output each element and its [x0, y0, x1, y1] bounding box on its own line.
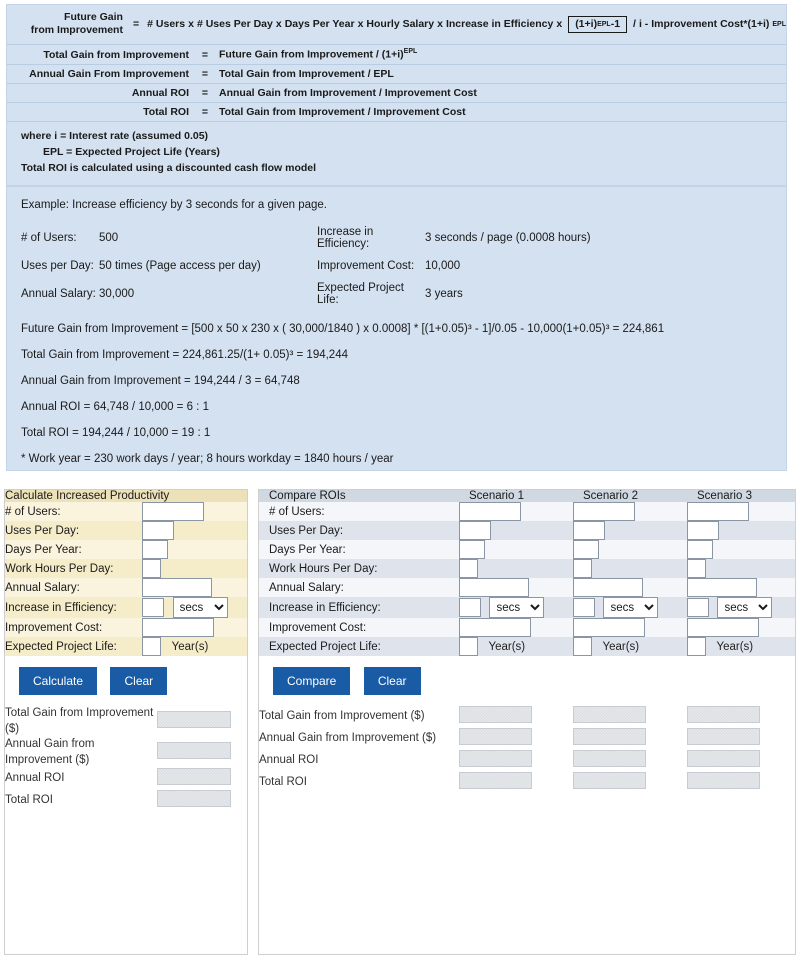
calculator-result-cell-annual-roi — [157, 768, 247, 790]
multiply-symbol-3: x — [357, 18, 364, 31]
formula-tail-exponent: EPL — [772, 20, 786, 28]
formula-label-annual-roi: Annual ROI — [131, 86, 189, 99]
compare-input-epl-s1[interactable] — [459, 637, 478, 656]
calculator-input-work-hours[interactable] — [142, 559, 161, 578]
formula-row-total-roi — [7, 103, 786, 122]
calculator-result-row-total-roi — [5, 790, 247, 812]
calculator-row-days — [5, 540, 247, 559]
calculator-result-cell-annual-gain — [157, 737, 247, 768]
compare-result-annual-roi-s1 — [459, 750, 532, 767]
compare-result-total-gain-s1 — [459, 706, 532, 723]
example-field-grid — [7, 211, 786, 311]
compare-result-cell-total-roi-s2 — [573, 772, 687, 794]
compare-cell-epl-s3 — [687, 637, 795, 656]
compare-unit-years-s3: Year(s) — [716, 640, 754, 653]
compare-input-efficiency-s3[interactable] — [687, 598, 709, 617]
compare-result-cell-annual-gain-s2 — [573, 728, 687, 750]
calculator-field-days-cell — [142, 540, 247, 559]
compare-cell-users-s2 — [573, 502, 687, 521]
calculator-title: Calculate Increased Productivity — [5, 490, 170, 502]
compare-result-total-gain-s2 — [573, 706, 646, 723]
compare-input-users-s1[interactable] — [459, 502, 521, 521]
compare-input-work-hours-s1[interactable] — [459, 559, 478, 578]
compare-result-total-roi-s2 — [573, 772, 646, 789]
compare-cell-salary-s3 — [687, 578, 795, 597]
compare-result-label-total-gain: Total Gain from Improvement ($) — [259, 710, 425, 723]
compare-row-efficiency — [259, 597, 795, 618]
example-calc-annual-gain: Annual Gain from Improvement = 194,244 / 3 = 64,748 — [21, 375, 300, 387]
calculator-input-epl[interactable] — [142, 637, 161, 656]
compare-result-annual-roi-s3 — [687, 750, 760, 767]
calculator-clear-button[interactable]: Clear — [110, 667, 167, 695]
calculator-field-efficiency-cell — [142, 597, 247, 618]
compare-input-users-s2[interactable] — [573, 502, 635, 521]
compare-result-row-total-gain — [259, 706, 795, 728]
compare-input-salary-s3[interactable] — [687, 578, 757, 597]
compare-cell-uses-s3 — [687, 521, 795, 540]
compare-result-annual-gain-s1 — [459, 728, 532, 745]
calculator-result-row-annual-gain — [5, 737, 247, 768]
example-calc-annual-roi: Annual ROI = 64,748 / 10,000 = 6 : 1 — [21, 401, 209, 413]
formula-term-users: # Users — [147, 18, 186, 31]
compare-clear-button[interactable]: Clear — [364, 667, 421, 695]
compare-input-cost-s1[interactable] — [459, 618, 531, 637]
formula-row-annual-roi — [7, 84, 786, 103]
formula-definitions-box — [6, 4, 787, 186]
calculator-row-cost — [5, 618, 247, 637]
formula-value-exponent: EPL — [403, 48, 418, 56]
calculator-field-epl-cell — [142, 637, 247, 656]
example-value-salary: 30,000 — [99, 288, 135, 300]
compare-result-label-total-roi: Total ROI — [259, 776, 307, 789]
compare-cell-uses-s1 — [459, 521, 573, 540]
compare-result-label-annual-gain: Annual Gain from Improvement ($) — [259, 732, 437, 745]
compare-cell-salary-s2 — [573, 578, 687, 597]
compare-select-efficiency-unit-s2[interactable] — [603, 597, 658, 618]
compare-label-work-hours: Work Hours Per Day: — [269, 562, 378, 575]
compare-cell-days-s2 — [573, 540, 687, 559]
compare-result-total-roi-s1 — [459, 772, 532, 789]
calculator-field-uses-cell — [142, 521, 247, 540]
calculator-result-cell-total-roi — [157, 790, 247, 812]
compare-input-cost-s2[interactable] — [573, 618, 645, 637]
calculator-label-salary: Annual Salary: — [5, 581, 80, 594]
compare-result-cell-total-roi-s3 — [687, 772, 795, 794]
calculator-result-label-annual-roi: Annual ROI — [5, 772, 65, 785]
compare-cell-epl-s1 — [459, 637, 573, 656]
compare-input-epl-s2[interactable] — [573, 637, 592, 656]
compare-label-days: Days Per Year: — [269, 543, 346, 556]
formula-term-days-per-year: Days Per Year — [284, 18, 355, 31]
example-label-uses: Uses per Day: — [21, 260, 94, 272]
calculate-button[interactable]: Calculate — [19, 667, 97, 695]
calculator-result-cell-total-gain — [157, 706, 247, 737]
calculator-result-label-annual-gain: Annual Gain from Improvement ($) — [5, 738, 95, 766]
calculator-label-efficiency: Increase in Efficiency: — [5, 601, 117, 614]
formula-row-future-gain — [7, 5, 786, 45]
compare-cell-work-hours-s2 — [573, 559, 687, 578]
calculator-result-label-total-roi: Total ROI — [5, 794, 53, 807]
compare-cell-epl-s2 — [573, 637, 687, 656]
compare-result-cell-total-gain-s1 — [459, 706, 573, 728]
multiply-symbol-4: x — [437, 18, 443, 31]
example-value-efficiency: 3 seconds / page (0.0008 hours) — [425, 232, 591, 244]
compare-header-scenario-1: Scenario 1 — [469, 490, 524, 502]
formula-bracket-exponent: EPL — [597, 20, 611, 28]
example-calc-future-gain: Future Gain from Improvement = [500 x 50 x 230 x ( 30,000/1840 ) x 0.0008] * [(1+0.05)³ - 1]/0.05 - 10,000(1+0.05)³ = 224,861 — [21, 323, 665, 335]
formula-divider: / — [633, 18, 636, 31]
multiply-symbol-5: x — [556, 18, 563, 31]
compare-label-epl: Expected Project Life: — [269, 640, 381, 653]
formula-bracket-minus: -1 — [610, 18, 621, 31]
compare-result-total-roi-s3 — [687, 772, 760, 789]
compare-label-uses: Uses Per Day: — [269, 524, 344, 537]
calculator-input-days[interactable] — [142, 540, 168, 559]
compare-cell-uses-s2 — [573, 521, 687, 540]
compare-cell-salary-s1 — [459, 578, 573, 597]
example-footnote-work-year: * Work year = 230 work days / year; 8 hours workday = 1840 hours / year — [21, 453, 394, 465]
compare-input-salary-s2[interactable] — [573, 578, 643, 597]
compare-title: Compare ROIs — [269, 490, 346, 502]
calculator-result-row-annual-roi — [5, 768, 247, 790]
example-calculations — [7, 311, 786, 465]
compare-result-cell-total-gain-s2 — [573, 706, 687, 728]
example-value-uses: 50 times (Page access per day) — [99, 260, 261, 272]
equals-sign: = — [201, 86, 209, 99]
example-label-salary: Annual Salary: — [21, 288, 96, 300]
calculator-field-users-cell — [142, 502, 247, 521]
multiply-symbol-1: x — [188, 18, 194, 31]
formula-bracket-group — [568, 16, 627, 33]
compare-cell-cost-s2 — [573, 618, 687, 637]
formula-equals-sign: = — [132, 18, 140, 31]
compare-row-users — [259, 502, 795, 521]
formula-label-total-roi: Total ROI — [143, 105, 189, 118]
compare-unit-years-s2: Year(s) — [602, 640, 640, 653]
compare-select-efficiency-unit-s3[interactable] — [717, 597, 772, 618]
compare-cell-users-s3 — [687, 502, 795, 521]
compare-cell-users-s1 — [459, 502, 573, 521]
calculator-input-users[interactable] — [142, 502, 204, 521]
example-calc-total-gain: Total Gain from Improvement = 224,861.25/(1+ 0.05)³ = 194,244 — [21, 349, 348, 361]
calculator-label-uses: Uses Per Day: — [5, 524, 80, 537]
compare-result-annual-gain-s3 — [687, 728, 760, 745]
formula-value-annual-roi: Annual Gain from Improvement / Improvement Cost — [219, 86, 477, 99]
calculator-label-days: Days Per Year: — [5, 543, 82, 556]
formula-tail: i - Improvement Cost*(1+i) — [638, 18, 770, 31]
formula-label-line1: Future Gain — [64, 11, 123, 23]
compare-result-annual-gain-s2 — [573, 728, 646, 745]
compare-result-total-gain-s3 — [687, 706, 760, 723]
compare-input-users-s3[interactable] — [687, 502, 749, 521]
compare-result-label-annual-roi: Annual ROI — [259, 754, 319, 767]
example-box — [6, 186, 787, 471]
calculator-row-uses — [5, 521, 247, 540]
example-title: Example: Increase efficiency by 3 seconds for a given page. — [21, 199, 327, 211]
formula-value-text: Future Gain from Improvement / (1+i) — [219, 48, 404, 61]
calculator-button-row — [5, 656, 247, 706]
compare-result-row-annual-roi — [259, 750, 795, 772]
compare-result-cell-annual-gain-s3 — [687, 728, 795, 750]
compare-result-row-annual-gain — [259, 728, 795, 750]
compare-rois-panel — [258, 489, 796, 955]
calculator-field-salary-cell — [142, 578, 247, 597]
calculator-input-cost[interactable] — [142, 618, 214, 637]
note-epl: EPL = Expected Project Life (Years) — [43, 146, 220, 159]
compare-input-uses-s3[interactable] — [687, 521, 719, 540]
formula-term-uses-per-day: # Uses Per Day — [196, 18, 273, 31]
compare-input-uses-s2[interactable] — [573, 521, 605, 540]
compare-unit-years-s1: Year(s) — [488, 640, 526, 653]
compare-row-work-hours — [259, 559, 795, 578]
compare-button-row — [259, 656, 795, 706]
compare-row-uses — [259, 521, 795, 540]
compare-header-scenario-2: Scenario 2 — [583, 490, 638, 502]
note-interest-rate: where i = Interest rate (assumed 0.05) — [21, 129, 209, 142]
formula-term-hourly-salary: Hourly Salary — [366, 18, 435, 31]
compare-form-table — [259, 490, 795, 656]
compare-label-users: # of Users: — [269, 505, 325, 518]
calculator-select-efficiency-unit[interactable] — [173, 597, 228, 618]
calculator-unit-years: Year(s) — [171, 640, 209, 653]
calculator-form-table — [5, 490, 247, 656]
example-value-cost: 10,000 — [425, 260, 461, 272]
compare-cell-days-s3 — [687, 540, 795, 559]
calculator-results-table — [5, 706, 247, 812]
compare-input-days-s3[interactable] — [687, 540, 713, 559]
compare-cell-cost-s1 — [459, 618, 573, 637]
calculator-input-efficiency[interactable] — [142, 598, 164, 617]
compare-cell-efficiency-s3 — [687, 597, 795, 618]
calculator-row-users — [5, 502, 247, 521]
example-label-cost: Improvement Cost: — [317, 260, 415, 272]
compare-input-uses-s1[interactable] — [459, 521, 491, 540]
compare-header-row — [259, 490, 795, 502]
formula-label-future-gain — [7, 11, 131, 37]
example-calc-total-roi: Total ROI = 194,244 / 10,000 = 19 : 1 — [21, 427, 211, 439]
multiply-symbol-2: x — [275, 18, 282, 31]
compare-button[interactable]: Compare — [273, 667, 350, 695]
compare-row-cost — [259, 618, 795, 637]
formula-row-total-gain — [7, 45, 786, 65]
calculator-input-salary[interactable] — [142, 578, 212, 597]
example-label-efficiency: Increase in Efficiency: — [317, 226, 374, 250]
compare-result-cell-annual-gain-s1 — [459, 728, 573, 750]
compare-input-work-hours-s3[interactable] — [687, 559, 706, 578]
compare-input-efficiency-s2[interactable] — [573, 598, 595, 617]
calculator-field-work-hours-cell — [142, 559, 247, 578]
formula-value-total-gain — [213, 48, 417, 61]
example-label-users: # of Users: — [21, 232, 77, 244]
calculator-result-total-gain — [157, 711, 231, 728]
equals-sign: = — [201, 67, 209, 80]
calculator-result-annual-roi — [157, 768, 231, 785]
formula-notes — [7, 122, 786, 185]
compare-results-table — [259, 706, 795, 794]
calculator-label-epl: Expected Project Life: — [5, 640, 117, 653]
compare-header-scenario-3: Scenario 3 — [697, 490, 752, 502]
formula-label-annual-gain: Annual Gain From Improvement — [29, 67, 189, 80]
calculator-row-efficiency — [5, 597, 247, 618]
compare-input-work-hours-s2[interactable] — [573, 559, 592, 578]
calculator-field-cost-cell — [142, 618, 247, 637]
compare-select-efficiency-unit-s1[interactable] — [489, 597, 544, 618]
calculate-productivity-panel — [4, 489, 248, 955]
calculator-result-annual-gain — [157, 742, 231, 759]
calculator-result-label-total-gain: Total Gain from Improvement ($) — [5, 707, 154, 735]
compare-cell-work-hours-s1 — [459, 559, 573, 578]
example-label-epl: Expected Project Life: — [317, 282, 404, 306]
calculator-header-row — [5, 490, 247, 502]
note-discounted-cash-flow: Total ROI is calculated using a discounted cash flow model — [21, 162, 317, 175]
formula-label-total-gain: Total Gain from Improvement — [43, 48, 189, 61]
calculator-row-salary — [5, 578, 247, 597]
formula-value-total-roi: Total Gain from Improvement / Improvement Cost — [219, 105, 466, 118]
calculator-label-work-hours: Work Hours Per Day: — [5, 562, 114, 575]
compare-cell-cost-s3 — [687, 618, 795, 637]
calculator-row-epl — [5, 637, 247, 656]
compare-cell-efficiency-s1 — [459, 597, 573, 618]
compare-result-cell-annual-roi-s2 — [573, 750, 687, 772]
calculator-result-row-total-gain — [5, 706, 247, 737]
compare-input-days-s1[interactable] — [459, 540, 485, 559]
compare-row-salary — [259, 578, 795, 597]
calculator-label-cost: Improvement Cost: — [5, 621, 103, 634]
compare-input-salary-s1[interactable] — [459, 578, 529, 597]
formula-expression-future-gain — [141, 16, 786, 33]
calculator-input-uses[interactable] — [142, 521, 174, 540]
formula-term-increase-efficiency: Increase in Efficiency — [445, 18, 554, 31]
compare-row-epl — [259, 637, 795, 656]
compare-row-days — [259, 540, 795, 559]
equals-sign: = — [201, 48, 209, 61]
compare-result-annual-roi-s2 — [573, 750, 646, 767]
compare-result-cell-total-roi-s1 — [459, 772, 573, 794]
compare-label-cost: Improvement Cost: — [269, 621, 367, 634]
compare-input-epl-s3[interactable] — [687, 637, 706, 656]
compare-label-salary: Annual Salary: — [269, 581, 344, 594]
example-value-users: 500 — [99, 232, 119, 244]
formula-label-line2: from Improvement — [30, 24, 123, 37]
compare-input-cost-s3[interactable] — [687, 618, 759, 637]
compare-input-days-s2[interactable] — [573, 540, 599, 559]
compare-cell-efficiency-s2 — [573, 597, 687, 618]
formula-value-annual-gain: Total Gain from Improvement / EPL — [219, 67, 394, 80]
compare-result-cell-total-gain-s3 — [687, 706, 795, 728]
compare-result-row-total-roi — [259, 772, 795, 794]
calculator-label-users: # of Users: — [5, 505, 61, 518]
compare-cell-days-s1 — [459, 540, 573, 559]
formula-bracket-base: (1+i) — [575, 18, 598, 31]
compare-input-efficiency-s1[interactable] — [459, 598, 481, 617]
formula-row-annual-gain — [7, 65, 786, 84]
compare-label-efficiency: Increase in Efficiency: — [269, 601, 381, 614]
compare-result-cell-annual-roi-s1 — [459, 750, 573, 772]
compare-result-cell-annual-roi-s3 — [687, 750, 795, 772]
example-value-epl: 3 years — [425, 288, 463, 300]
calculator-result-total-roi — [157, 790, 231, 807]
equals-sign: = — [201, 105, 209, 118]
calculator-row-work-hours — [5, 559, 247, 578]
compare-cell-work-hours-s3 — [687, 559, 795, 578]
